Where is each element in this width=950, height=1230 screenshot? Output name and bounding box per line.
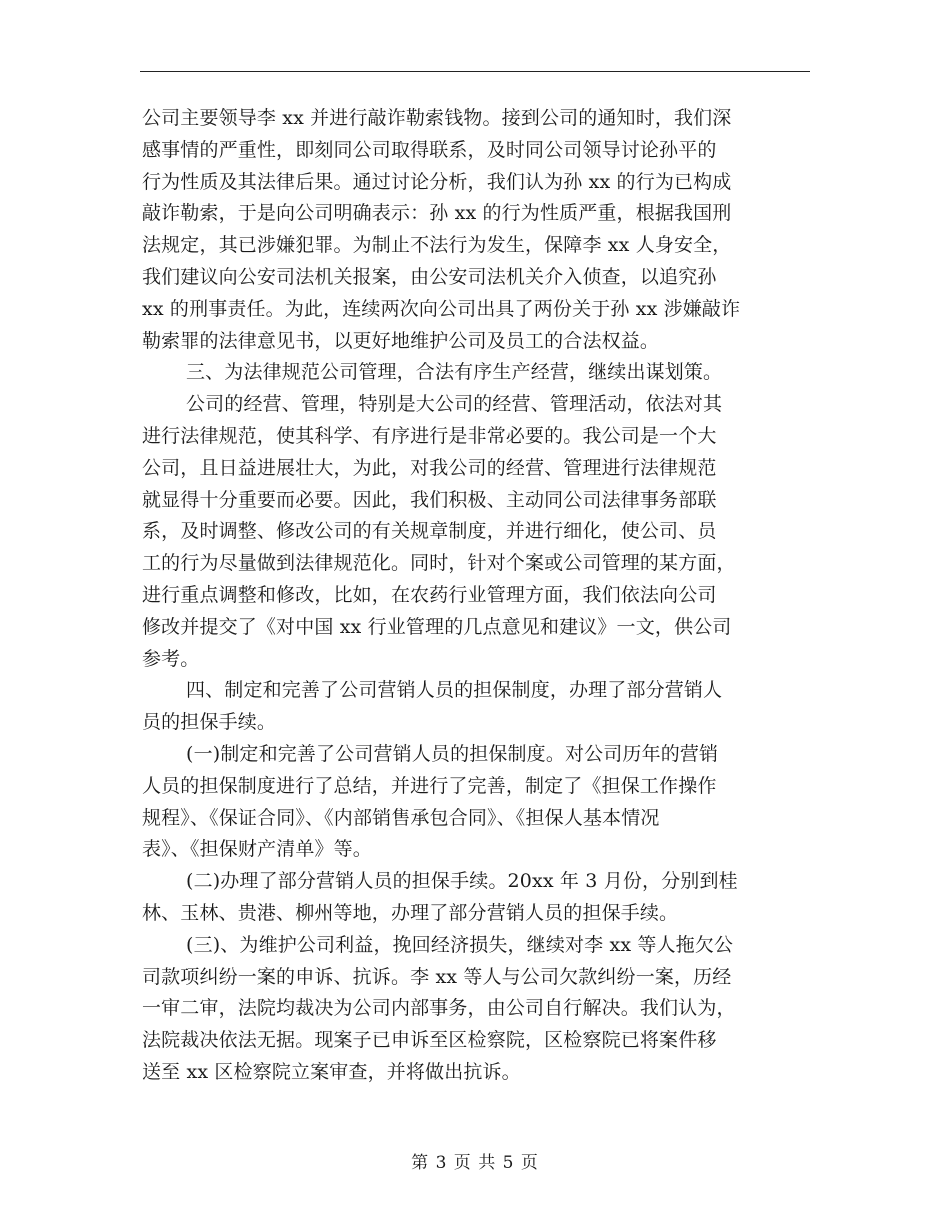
text-line: 公司的经营、管理，特别是大公司的经营、管理活动，依法对其 [186,393,723,416]
text-line: 法院裁决依法无据。现案子已申诉至区检察院，区检察院已将案件移 [142,1029,717,1052]
text-line: 工的行为尽量做到法律规范化。同时，针对个案或公司管理的某方面， [142,552,736,575]
text-line: 法规定，其已涉嫌犯罪。为制止不法行为发生，保障李 xx 人身安全， [142,234,732,257]
text-line: 送至 xx 区检察院立案审查，并将做出抗诉。 [142,1060,521,1083]
text-line: 勒索罪的法律意见书，以更好地维护公司及员工的合法权益。 [142,329,660,352]
text-line: 系，及时调整、修改公司的有关规章制度，并进行细化，使公司、员 [142,520,717,543]
text-line: 敲诈勒索，于是向公司明确表示：孙 xx 的行为性质严重，根据我国刑 [142,202,732,225]
text-line: xx 的刑事责任。为此，连续两次向公司出具了两份关于孙 xx 涉嫌敲诈 [142,297,741,320]
text-line: 司款项纠纷一案的申诉、抗诉。李 xx 等人与公司欠款纠纷一案，历经 [142,965,732,988]
section-heading: 四、制定和完善了公司营销人员的担保制度，办理了部分营销人 [186,679,723,702]
text-line: (二)办理了部分营销人员的担保手续。20xx 年 3 月份，分别到桂 [186,870,738,893]
text-line: (三)、为维护公司利益，挽回经济损失，继续对李 xx 等人拖欠公 [186,933,734,956]
text-line: 就显得十分重要而必要。因此，我们积极、主动同公司法律事务部联 [142,488,717,511]
text-line: 林、玉林、贵港、柳州等地，办理了部分营销人员的担保手续。 [142,901,679,924]
text-line: 员的担保手续。 [142,711,277,734]
text-line: (一)制定和完善了公司营销人员的担保制度。对公司历年的营销 [186,742,719,765]
text-line: 人员的担保制度进行了总结，并进行了完善，制定了《担保工作操作 [142,774,717,797]
text-line: 公司，且日益进展壮大，为此，对我公司的经营、管理进行法律规范 [142,456,717,479]
text-line: 行为性质及其法律后果。通过讨论分析，我们认为孙 xx 的行为已构成 [142,170,732,193]
text-line: 规程》、《保证合同》、《内部销售承包合同》、《担保人基本情况 [142,806,660,829]
text-line: 进行重点调整和修改，比如，在农药行业管理方面，我们依法向公司 [142,583,717,606]
document-body [142,103,810,1089]
text-line: 表》、《担保财产清单》等。 [142,838,372,861]
section-heading: 三、为法律规范公司管理，合法有序生产经营，继续出谋划策。 [186,361,723,384]
text-line: 公司主要领导李 xx 并进行敲诈勒索钱物。接到公司的通知时，我们深 [142,107,732,129]
text-line: 参考。 [142,647,200,670]
text-line: 一审二审，法院均裁决为公司内部事务，由公司自行解决。我们认为， [142,997,736,1020]
text-line: 修改并提交了《对中国 xx 行业管理的几点意见和建议》一文，供公司 [142,615,732,638]
text-line: 感事情的严重性，即刻同公司取得联系，及时同公司领导讨论孙平的 [142,138,717,161]
header-rule [140,71,810,72]
text-line: 我们建议向公安司法机关报案，由公安司法机关介入侦查，以追究孙 [142,265,717,288]
text-line: 进行法律规范，使其科学、有序进行是非常必要的。我公司是一个大 [142,424,717,447]
page-footer: 第 3 页 共 5 页 [411,1153,539,1173]
